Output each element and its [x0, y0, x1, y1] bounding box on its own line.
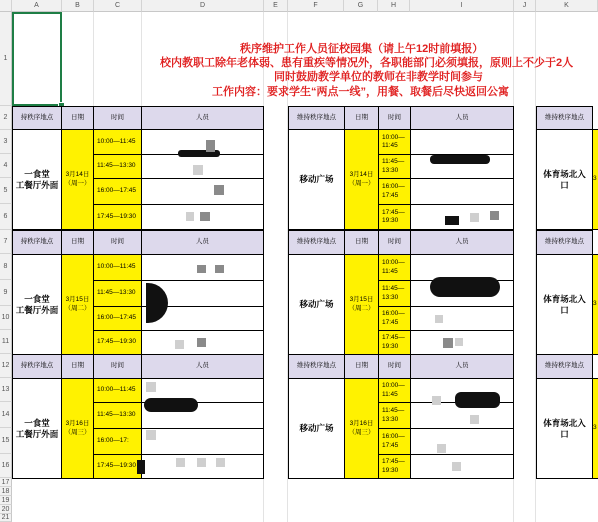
header-person: 人员 [410, 106, 514, 130]
header-location: 维持秩序地点 [288, 106, 345, 130]
person-cell[interactable] [141, 428, 264, 455]
redaction-mark [197, 458, 206, 467]
date-cell: 3月16日 （周三） [344, 378, 379, 479]
time-cell: 10:00— 11:45 [378, 378, 411, 403]
row-header-5[interactable]: 5 [0, 178, 12, 204]
header-time: 时间 [378, 354, 411, 379]
title-line-2: 校内教职工除年老体弱、患有重疾等情况外，各职能部门必须填报，原则上不少于2人 [160, 57, 574, 69]
time-cell: 17:45— 19:30 [378, 330, 411, 355]
column-header-i[interactable]: I [410, 0, 514, 12]
redaction-mark [452, 462, 461, 471]
header-location: 维持秩序地点 [536, 354, 593, 379]
row-header-17[interactable]: 17 [0, 478, 12, 487]
person-cell[interactable] [410, 306, 514, 331]
header-date: 日期 [344, 106, 379, 130]
redaction-mark [200, 212, 210, 221]
header-person: 人员 [141, 106, 264, 130]
redaction-mark [470, 213, 479, 222]
date-cell-partial: 3 [592, 378, 598, 479]
location-gym: 体育场北入 口 [536, 254, 593, 355]
select-all-corner[interactable] [0, 0, 12, 12]
redaction-mark [175, 340, 184, 349]
time-cell: 16:00— 17:45 [378, 178, 411, 205]
row-header-8[interactable]: 8 [0, 254, 12, 280]
row-header-4[interactable]: 4 [0, 154, 12, 178]
header-date: 日期 [61, 106, 94, 130]
time-cell: 11:45—13:30 [93, 402, 142, 429]
row-header-14[interactable]: 14 [0, 402, 12, 428]
time-cell: 10:00—11:45 [93, 129, 142, 155]
time-cell: 10:00— 11:45 [378, 254, 411, 281]
time-cell: 17:45—19:30 [93, 454, 142, 479]
redaction-mark [186, 212, 194, 221]
title-line-3: 同时鼓励教学单位的教师在非教学时间参与 [274, 71, 483, 83]
location-square: 移动广场 [288, 378, 345, 479]
header-time: 时间 [93, 230, 142, 255]
header-person: 人员 [141, 230, 264, 255]
date-cell-partial: 3 [592, 129, 598, 230]
column-header-b[interactable]: B [62, 0, 94, 12]
redaction-mark [193, 165, 203, 175]
header-date: 日期 [344, 230, 379, 255]
row-header-2[interactable]: 2 [0, 106, 12, 130]
date-cell-partial: 3 [592, 254, 598, 355]
row-header-19[interactable]: 19 [0, 496, 12, 505]
column-header-f[interactable]: F [288, 0, 344, 12]
redaction-mark [146, 430, 156, 440]
date-cell: 3月15日 （周二） [344, 254, 379, 355]
redaction-mark [146, 382, 156, 392]
header-date: 日期 [61, 230, 94, 255]
row-header-3[interactable]: 3 [0, 130, 12, 154]
redaction-mark [455, 338, 463, 346]
person-cell[interactable] [410, 129, 514, 155]
time-cell: 16:00—17:45 [93, 306, 142, 331]
time-cell: 17:45—19:30 [93, 204, 142, 230]
header-location: 持秩序地点 [12, 354, 62, 379]
header-location: 持秩序地点 [12, 106, 62, 130]
header-person: 人员 [141, 354, 264, 379]
column-header-e[interactable]: E [264, 0, 288, 12]
row-header-13[interactable]: 13 [0, 378, 12, 402]
time-cell: 10:00—11:45 [93, 378, 142, 403]
redaction-mark [455, 392, 500, 408]
header-time: 时间 [93, 354, 142, 379]
time-cell: 16:00— 17:45 [378, 306, 411, 331]
row-header-11[interactable]: 11 [0, 330, 12, 354]
header-time: 时间 [378, 230, 411, 255]
time-cell: 16:00—17: [93, 428, 142, 455]
time-cell: 17:45— 19:30 [378, 204, 411, 230]
redaction-mark [435, 315, 443, 323]
column-header-a[interactable]: A [12, 0, 62, 12]
row-header-7[interactable]: 7 [0, 230, 12, 254]
column-header-c[interactable]: C [94, 0, 142, 12]
row-header-9[interactable]: 9 [0, 280, 12, 306]
column-header-j[interactable]: J [514, 0, 536, 12]
redaction-mark [430, 155, 490, 164]
redaction-mark [430, 277, 500, 297]
redaction-mark [206, 140, 215, 152]
title-line-4: 工作内容：要求学生“两点一线”，用餐、取餐后尽快返回公寓 [212, 86, 509, 98]
location-canteen: 一食堂 工餐厅外面 [12, 254, 62, 355]
person-cell[interactable] [410, 454, 514, 479]
time-cell: 11:45— 13:30 [378, 280, 411, 307]
date-cell: 3月15日 （周二） [61, 254, 94, 355]
person-cell[interactable] [410, 428, 514, 455]
row-header-18[interactable]: 18 [0, 487, 12, 496]
redaction-mark [215, 265, 224, 273]
time-cell: 11:45—13:30 [93, 280, 142, 307]
header-time: 时间 [93, 106, 142, 130]
title-line-1: 秩序维护工作人员征校园集（请上午12时前填报） [240, 43, 484, 55]
time-cell: 17:45—19:30 [93, 330, 142, 355]
date-cell: 3月14日 （周一） [61, 129, 94, 230]
header-location: 持秩序地点 [12, 230, 62, 255]
header-location: 维持秩序地点 [288, 354, 345, 379]
header-location: 维持秩序地点 [536, 106, 593, 130]
redaction-mark [214, 185, 224, 195]
header-person: 人员 [410, 230, 514, 255]
location-gym: 体育场北入 口 [536, 378, 593, 479]
redaction-mark [470, 415, 479, 424]
location-square: 移动广场 [288, 129, 345, 230]
redaction-mark [445, 216, 459, 225]
header-time: 时间 [378, 106, 411, 130]
column-header-g[interactable]: G [344, 0, 378, 12]
row-header-15[interactable]: 15 [0, 428, 12, 454]
header-person: 人员 [410, 354, 514, 379]
row-header-12[interactable]: 12 [0, 354, 12, 378]
date-cell: 3月14日 （周一） [344, 129, 379, 230]
redaction-mark [216, 458, 225, 467]
redaction-mark [137, 460, 145, 474]
time-cell: 10:00—11:45 [93, 254, 142, 281]
row-header-6[interactable]: 6 [0, 204, 12, 230]
column-header-h[interactable]: H [378, 0, 410, 12]
time-cell: 17:45— 19:30 [378, 454, 411, 479]
person-cell[interactable] [141, 178, 264, 205]
redaction-mark [437, 444, 446, 453]
time-cell: 11:45— 13:30 [378, 402, 411, 429]
time-cell: 10:00— 11:45 [378, 129, 411, 155]
header-date: 日期 [61, 354, 94, 379]
time-cell: 11:45—13:30 [93, 154, 142, 179]
row-header-1[interactable]: 1 [0, 12, 12, 106]
row-header-20[interactable]: 20 [0, 505, 12, 514]
person-cell[interactable] [410, 178, 514, 205]
gridline [141, 12, 142, 106]
date-cell: 3月16日 （周三） [61, 378, 94, 479]
header-location: 维持秩序地点 [536, 230, 593, 255]
location-canteen: 一食堂 工餐厅外面 [12, 378, 62, 479]
redaction-mark [176, 458, 185, 467]
header-date: 日期 [344, 354, 379, 379]
redaction-mark [432, 396, 441, 405]
row-header-21[interactable]: 21 [0, 514, 12, 522]
redaction-mark [197, 265, 206, 273]
column-header-k[interactable]: K [536, 0, 598, 12]
redaction-mark [443, 338, 453, 348]
row-header-16[interactable]: 16 [0, 454, 12, 478]
column-header-d[interactable]: D [142, 0, 264, 12]
row-header-10[interactable]: 10 [0, 306, 12, 330]
location-square: 移动广场 [288, 254, 345, 355]
redaction-mark [197, 338, 206, 347]
time-cell: 16:00—17:45 [93, 178, 142, 205]
time-cell: 11:45— 13:30 [378, 154, 411, 179]
redaction-mark [490, 211, 499, 220]
selected-cell-a1[interactable] [12, 12, 62, 106]
location-gym: 体育场北入 口 [536, 129, 593, 230]
header-location: 维持秩序地点 [288, 230, 345, 255]
gridline [93, 12, 94, 106]
redaction-mark [144, 398, 198, 412]
location-canteen: 一食堂 工餐厅外面 [12, 129, 62, 230]
time-cell: 16:00— 17:45 [378, 428, 411, 455]
